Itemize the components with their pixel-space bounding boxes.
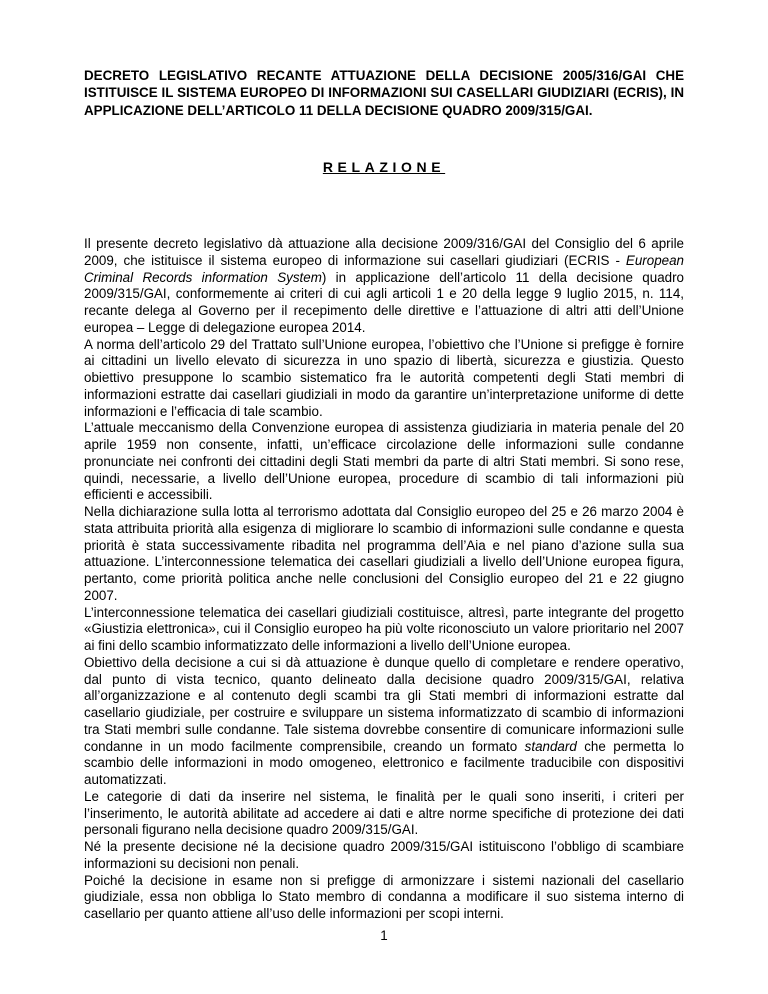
- paragraph-text: Le categorie di dati da inserire nel sistema, le finalità per le quali sono inseriti, i criteri per l’inserimento, le autorità abilitate ad accedere ai dati e altre norme specifiche di protezione dei dati personali figurano nella decisione quadro 2009/315/GAI.: [84, 788, 684, 838]
- italic-text: European Criminal Records information System: [84, 252, 684, 285]
- paragraph-text: ) in applicazione dell’articolo 11 della decisione quadro 2009/315/GAI, conformemente ai criteri di cui agli articoli 1 e 20 della legge 9 luglio 2015, n. 114, recante delega al Governo per il recepimento delle direttive e l’attuazione di altri atti dell’Unione europea – Legge di delegazione europea 2014.: [84, 269, 684, 335]
- paragraph-text: A norma dell’articolo 29 del Trattato sull’Unione europea, l’obiettivo che l’Unione si prefigge è fornire ai cittadini un livello elevato di sicurezza in uno spazio di libertà, sicurezza e giustizia. Questo obiettivo presuppone lo scambio sistematico fra le autorità competenti degli Stati membri di informazioni estratte dai casellari giudiziali in modo da garantire un’interpretazione uniforme di dette informazioni e l’efficacia di tale scambio.: [84, 336, 684, 419]
- body-paragraph: [84, 236, 684, 337]
- paragraph-text: L’attuale meccanismo della Convenzione europea di assistenza giudiziaria in materia penale del 20 aprile 1959 non consente, infatti, un’efficace circolazione delle informazioni sulle condanne pronunciate nei confronti dei cittadini degli Stati membri da parte di altri Stati membri. Si sono rese, quindi, necessarie, a livello dell’Unione europea, procedure di scambio di tali informazioni più efficienti e accessibili.: [84, 420, 684, 503]
- section-heading: RELAZIONE: [322, 159, 446, 175]
- body-paragraph: [84, 504, 684, 605]
- body-paragraph: [84, 655, 684, 789]
- paragraph-text: Poiché la decisione in esame non si prefigge di armonizzare i sistemi nazionali del casellario giudiziale, essa non obbliga lo Stato membro di condanna a modificare il suo sistema interno di casellario per quanto attiene all’uso delle informazioni per scopi interni.: [84, 872, 684, 921]
- paragraph-text: L’interconnessione telematica dei casellari giudiziali costituisce, altresì, parte integrante del progetto «Giustizia elettronica», cui il Consiglio europeo ha più volte riconosciuto un valore prioritario nel 2007 ai fini dello scambio informatizzato delle informazioni a livello dell’Unione europea.: [84, 604, 684, 653]
- body-paragraph: [84, 337, 684, 421]
- paragraph-text: Né la presente decisione né la decisione quadro 2009/315/GAI istituiscono l’obbligo di scambiare informazioni su decisioni non penali.: [84, 839, 684, 871]
- document-body: [84, 236, 684, 923]
- page-number: 1: [380, 928, 388, 943]
- body-paragraph: [84, 873, 684, 923]
- paragraph-text: che permetta lo scambio delle informazioni in modo omogeneo, elettronico e facilmente traducibile con dispositivi automatizzati.: [84, 738, 684, 787]
- paragraph-text: Obiettivo della decisione a cui si dà attuazione è dunque quello di completare e rendere operativo, dal punto di vista tecnico, quanto delineato dalla decisione quadro 2009/315/GAI, relativa all’organizzazione e al contenuto degli scambi tra gli Stati membri di informazioni estratte dal casellario giudiziale, per costruire e sviluppare un sistema informatizzato di scambio di informazioni tra Stati membri sulle condanne. Tale sistema dovrebbe consentire di comunicare informazioni sulle condanne in un modo facilmente comprensibile, creando un formato: [84, 654, 684, 754]
- italic-text: standard: [524, 738, 577, 754]
- body-paragraph: [84, 420, 684, 504]
- paragraph-text: Nella dichiarazione sulla lotta al terrorismo adottata dal Consiglio europeo del 25 e 26 marzo 2004 è stata attribuita priorità alla esigenza di migliorare lo scambio di informazioni sulle condanne e questa priorità è stata successivamente ribadita nel programma dell’Aia e nel piano d’azione sulla sua attuazione. L’interconnessione telematica dei casellari giudiziali a livello dell’Unione europea figura, pertanto, come priorità politica anche nelle conclusioni del Consiglio europeo del 21 e 22 giugno 2007.: [84, 504, 684, 603]
- body-paragraph: [84, 605, 684, 655]
- body-paragraph: [84, 839, 684, 873]
- paragraph-text: Il presente decreto legislativo dà attuazione alla decisione 2009/316/GAI del Consiglio del 6 aprile 2009, che istituisce il sistema europeo di informazione sui casellari giudiziari (ECRIS -: [84, 236, 684, 268]
- body-paragraph: [84, 789, 684, 839]
- document-title: DECRETO LEGISLATIVO RECANTE ATTUAZIONE DELLA DECISIONE 2005/316/GAI CHE ISTITUISCE IL SISTEMA EUROPEO DI INFORMAZIONI SUI CASELLARI GIUDIZIARI (ECRIS), IN APPLICAZIONE DELL’ARTICOLO 11 DELLA DECISIONE QUADRO 2009/315/GAI.: [84, 68, 684, 118]
